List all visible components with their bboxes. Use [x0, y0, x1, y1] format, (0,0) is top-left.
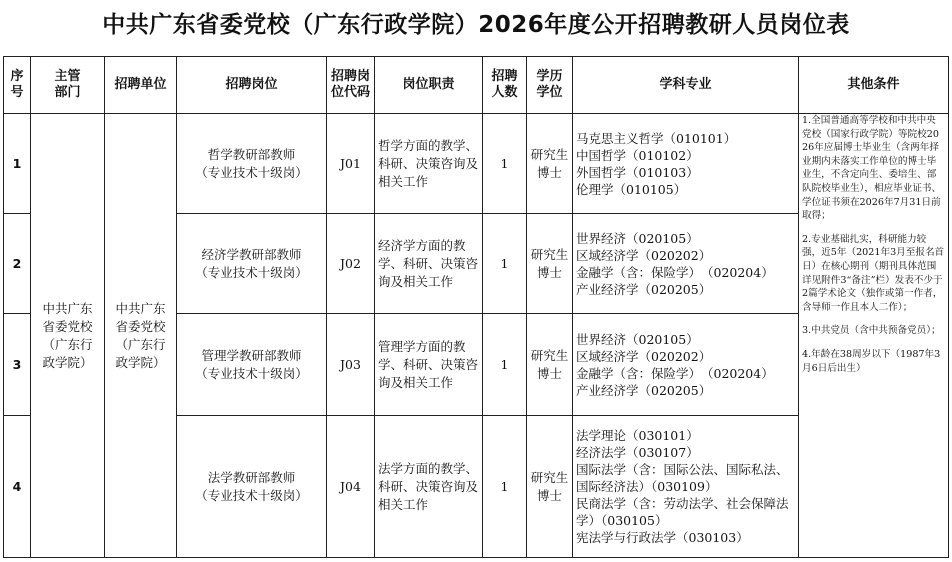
- cell-degree: 研究生 博士: [527, 114, 573, 214]
- page-title: 中共广东省委党校（广东行政学院）2026年度公开招聘教研人员岗位表: [102, 12, 850, 38]
- cell-code: J02: [327, 214, 375, 314]
- header-row: [4, 57, 949, 114]
- header-code: 招聘岗 位代码: [327, 57, 375, 114]
- condition-item: 3.中共党员（含中共预备党员）；: [802, 325, 941, 337]
- header-major: 学科专业: [573, 57, 799, 114]
- header-duty: 岗位职责: [375, 57, 483, 114]
- cell-code: J04: [327, 416, 375, 558]
- cell-degree: 研究生 博士: [527, 314, 573, 416]
- cell-degree: 研究生 博士: [527, 416, 573, 558]
- cell-post: 经济学教研部教师 （专业技术十级岗）: [177, 214, 327, 314]
- cell-major: 世界经济（020105） 区域经济学（020202） 金融学（含：保险学） （020204） 产业经济学（020205）: [573, 314, 799, 416]
- cell-duty: 经济学方面的教学、科研、决策咨询及相关工作: [375, 214, 483, 314]
- header-post: 招聘岗位: [177, 57, 327, 114]
- cell-seq: 4: [4, 416, 31, 558]
- header-count: 招聘 人数: [483, 57, 527, 114]
- condition-item: 1.全国普通高等学校和中共中央党校（国家行政学院）等院校2026年应届博士毕业生（含两年择业期内未落实工作单位的博士毕业生，不含定向生、委培生、部队院校毕业生），相应毕业证书、学位证书须在2026年7月31日前取得；: [802, 115, 942, 222]
- cell-duty: 哲学方面的教学、科研、决策咨询及相关工作: [375, 114, 483, 214]
- cell-post: 管理学教研部教师 （专业技术十级岗）: [177, 314, 327, 416]
- cell-code: J01: [327, 114, 375, 214]
- cell-count: 1: [483, 214, 527, 314]
- header-degree: 学历 学位: [527, 57, 573, 114]
- header-seq: 序 号: [4, 57, 31, 114]
- cell-count: 1: [483, 416, 527, 558]
- cell-major: 法学理论（030101） 经济法学（030107） 国际法学（含：国际公法、国际私法、国际经济法）（030109） 民商法学（含：劳动法学、社会保障法学）（030105） 宪法学与行政法学（030103）: [573, 416, 799, 558]
- cell-count: 1: [483, 314, 527, 416]
- cell-major: 世界经济（020105） 区域经济学（020202） 金融学（含：保险学） （020204） 产业经济学（020205）: [573, 214, 799, 314]
- recruitment-table: [3, 56, 949, 558]
- cell-post: 法学教研部教师 （专业技术十级岗）: [177, 416, 327, 558]
- condition-item: 4.年龄在38周岁以下（1987年3月6日后出生）: [802, 348, 941, 374]
- header-dept: 主管 部门: [31, 57, 105, 114]
- cell-count: 1: [483, 114, 527, 214]
- cell-major: 马克思主义哲学（010101） 中国哲学（010102） 外国哲学（010103） 伦理学（010105）: [573, 114, 799, 214]
- cell-duty: 法学方面的教学、科研、决策咨询及相关工作: [375, 416, 483, 558]
- cell-seq: 1: [4, 114, 31, 214]
- header-unit: 招聘单位: [105, 57, 177, 114]
- cell-seq: 3: [4, 314, 31, 416]
- cell-seq: 2: [4, 214, 31, 314]
- header-other: 其他条件: [799, 57, 949, 114]
- table-row: [4, 114, 949, 214]
- cell-post: 哲学教研部教师 （专业技术十级岗）: [177, 114, 327, 214]
- cell-duty: 管理学方面的教学、科研、决策咨询及相关工作: [375, 314, 483, 416]
- cell-unit: 中共广东 省委党校 （广东行 政学院）: [105, 114, 177, 558]
- cell-degree: 研究生 博士: [527, 214, 573, 314]
- cell-other-conditions: [799, 114, 949, 558]
- condition-item: 2.专业基础扎实，科研能力较强，近5年（2021年3月至报名首日）在核心期刊（期刊具体范围详见附件3“备注”栏）发表不少于2篇学术论文（独作或第一作者，含导师一作且本人二作）；: [802, 233, 945, 313]
- cell-dept: 中共广东 省委党校 （广东行 政学院）: [31, 114, 105, 558]
- cell-code: J03: [327, 314, 375, 416]
